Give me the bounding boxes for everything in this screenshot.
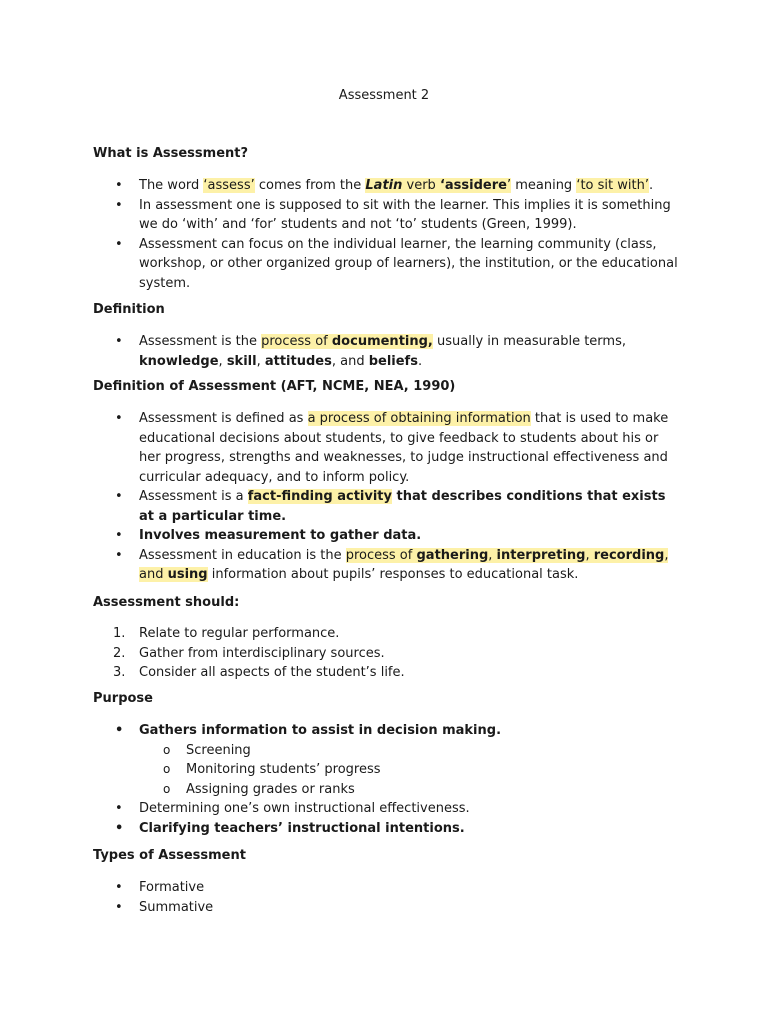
heading-definition-of-assessment: Definition of Assessment (AFT, NCME, NEA, 1990): [93, 379, 456, 394]
highlighted-text: verb: [402, 178, 440, 193]
list-item: [93, 235, 683, 294]
bullet-icon: •: [115, 236, 123, 252]
list-item-text: Determining one’s own instructional effectiveness.: [139, 801, 470, 816]
text-segment: information about pupils’ responses to educational task.: [207, 567, 579, 582]
heading-definition: Definition: [93, 302, 165, 317]
highlighted-text: , and: [139, 547, 669, 582]
text-segment: In assessment one is supposed to sit with the learner. This implies it is something we do ‘with’ and ‘for’ students and not ‘to’ students (Green, 1999).: [139, 197, 671, 232]
list-number: 3.: [113, 665, 126, 680]
list-item: [93, 799, 683, 819]
list-number: 1.: [113, 626, 126, 641]
bullet-icon: •: [115, 334, 123, 349]
sub-item-text: Monitoring students’ progress: [186, 762, 381, 777]
purpose-list: [93, 721, 683, 838]
list-item: [93, 487, 683, 526]
definition-of-assessment-list: [93, 409, 683, 585]
list-item: [93, 644, 683, 664]
sub-list-item: [93, 780, 683, 800]
text-segment: comes from the: [254, 178, 366, 193]
circle-bullet-icon: o: [163, 781, 171, 796]
highlighted-text: ,: [585, 547, 594, 563]
rich-text: [139, 334, 626, 369]
list-item: [93, 332, 683, 371]
sub-item-text: Screening: [186, 742, 251, 758]
text-segment: attitudes: [264, 353, 332, 369]
text-segment: knowledge: [139, 353, 219, 369]
list-item: [93, 898, 683, 918]
text-segment: Assessment in education is the: [139, 547, 346, 563]
list-item-text: Summative: [139, 899, 214, 915]
text-segment: The word: [139, 178, 204, 193]
rich-text: [139, 528, 421, 543]
list-item-text: Gather from interdisciplinary sources.: [139, 645, 385, 661]
bullet-icon: •: [115, 528, 123, 543]
list-item-text: Gathers information to assist in decision making.: [139, 723, 502, 738]
list-item-text: Relate to regular performance.: [139, 626, 340, 641]
bullet-icon: •: [115, 801, 123, 816]
highlighted-text: interpreting: [496, 547, 586, 563]
list-item: [93, 196, 683, 235]
list-item: [93, 176, 683, 196]
heading-assessment-should: Assessment should:: [93, 595, 240, 610]
highlighted-text: documenting,: [331, 334, 433, 349]
text-segment: beliefs: [368, 353, 418, 369]
highlighted-text: process of: [261, 334, 332, 349]
list-item: [93, 624, 683, 644]
bullet-icon: •: [115, 899, 123, 915]
text-segment: that is used to make educational decisions about students, to give feedback to students about his or her progress, strengths and weaknesses, to judge instructional effectiveness and curricular adequacy, and to inform policy.: [139, 411, 669, 485]
text-segment: skill: [226, 353, 257, 369]
bullet-icon: •: [115, 411, 123, 426]
text-segment: Assessment is defined as: [139, 411, 308, 426]
definition-list: [93, 332, 683, 371]
circle-bullet-icon: o: [163, 742, 171, 757]
bullet-icon: •: [115, 178, 123, 193]
highlighted-text: using: [167, 567, 208, 582]
text-segment: , and: [331, 353, 369, 369]
highlighted-text: gathering: [416, 547, 489, 563]
highlighted-text: ‘to sit with’: [576, 178, 649, 193]
list-item: [93, 721, 683, 741]
rich-text: [139, 178, 653, 193]
sub-list-item: [93, 760, 683, 780]
highlighted-text: Latin: [365, 178, 403, 193]
list-item-text: Formative: [139, 880, 205, 895]
highlighted-text: ,: [488, 547, 497, 563]
text-segment: ,: [218, 353, 227, 369]
text-segment: meaning: [511, 178, 577, 193]
highlighted-text: ‘assess’: [203, 178, 255, 193]
rich-text: [139, 411, 668, 485]
text-segment: Assessment can focus on the individual learner, the learning community (class, workshop, or other organized group of learners), the institution, or the educational system.: [139, 236, 678, 291]
text-segment: Assessment is the: [139, 334, 262, 349]
assessment-should-list: [93, 624, 683, 683]
list-item: [93, 878, 683, 898]
rich-text: [139, 237, 678, 291]
bullet-icon: •: [115, 489, 123, 504]
document-title: Assessment 2: [338, 88, 430, 103]
bullet-icon: •: [115, 197, 123, 213]
highlighted-text: a process of obtaining information: [307, 411, 531, 426]
bullet-icon: •: [115, 547, 123, 563]
list-number: 2.: [113, 645, 126, 661]
list-item: [93, 663, 683, 683]
list-item: [93, 819, 683, 839]
rich-text: [139, 489, 665, 524]
what-is-assessment-list: [93, 176, 683, 293]
types-of-assessment-list: [93, 878, 683, 917]
text-segment: .: [648, 178, 654, 193]
text-segment: usually in measurable terms,: [432, 334, 626, 349]
list-item: [93, 546, 683, 585]
text-segment: ,: [256, 353, 265, 369]
list-item: [93, 409, 683, 487]
highlighted-text: ’: [506, 178, 512, 193]
list-item-text: Clarifying teachers’ instructional intentions.: [139, 820, 465, 836]
bullet-icon: •: [115, 820, 124, 836]
heading-purpose: Purpose: [93, 691, 153, 706]
highlighted-text: ‘assidere: [439, 178, 507, 193]
rich-text: [139, 198, 671, 233]
text-segment: Assessment is a: [139, 489, 248, 504]
circle-bullet-icon: o: [163, 762, 171, 776]
sub-item-text: Assigning grades or ranks: [186, 781, 355, 797]
heading-types-of-assessment: Types of Assessment: [93, 848, 246, 863]
text-segment: .: [417, 353, 423, 369]
highlighted-text: recording: [593, 547, 665, 563]
heading-what-is-assessment: What is Assessment?: [93, 146, 249, 161]
text-segment: Involves measurement to gather data.: [139, 528, 422, 543]
bullet-icon: •: [115, 723, 124, 738]
list-item-text: Consider all aspects of the student’s life.: [139, 665, 405, 680]
bullet-icon: •: [115, 880, 123, 895]
rich-text: [139, 548, 668, 583]
list-item: [93, 526, 683, 546]
highlighted-text: fact-finding activity: [247, 489, 392, 504]
text-segment: that describes conditions that exists at a particular time.: [139, 489, 666, 524]
sub-list-item: [93, 741, 683, 761]
highlighted-text: process of: [345, 547, 417, 563]
